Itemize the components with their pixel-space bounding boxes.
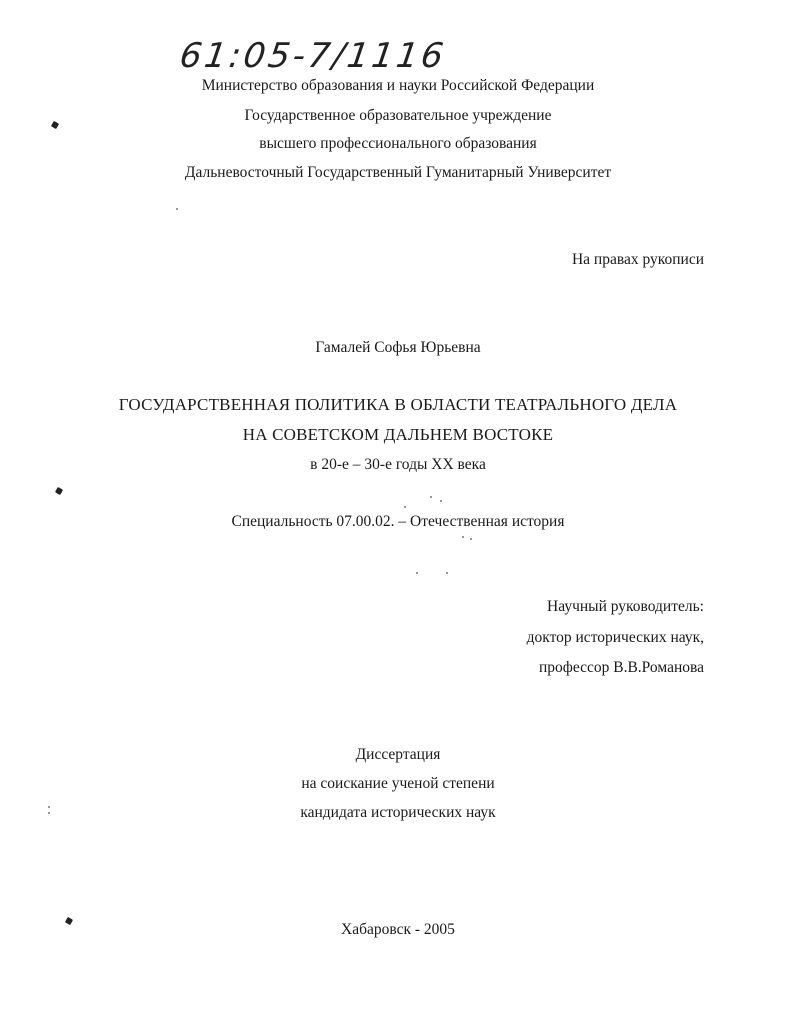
author-name: Гамалей Софья Юрьевна — [315, 339, 481, 356]
scan-speck — [416, 572, 418, 574]
ministry-line: Министерство образования и науки Российской Федерации — [201, 77, 595, 94]
dissertation-line-3: кандидата исторических наук — [300, 804, 496, 821]
scan-speck — [470, 538, 472, 540]
scan-speck — [48, 812, 50, 814]
scan-speck — [430, 496, 432, 498]
supervisor-name: профессор В.В.Романова — [539, 659, 704, 676]
city-year: Хабаровск - 2005 — [341, 921, 455, 938]
university-line: Дальневосточный Государственный Гуманитарный Университет — [184, 164, 612, 181]
scan-speck — [404, 506, 406, 508]
scan-speck — [176, 208, 178, 210]
handwritten-catalog-code: 61:05-7/1116 — [177, 36, 449, 76]
supervisor-label: Научный руководитель: — [547, 598, 704, 615]
scan-speck — [446, 572, 448, 574]
scan-mark — [55, 487, 63, 495]
scan-speck — [440, 500, 442, 502]
supervisor-degree: доктор исторических наук, — [526, 629, 704, 646]
title-line-1: ГОСУДАРСТВЕННАЯ ПОЛИТИКА В ОБЛАСТИ ТЕАТРАЛЬНОГО ДЕЛА — [118, 395, 678, 414]
dissertation-line-1: Диссертация — [355, 746, 441, 763]
scan-speck — [48, 806, 50, 808]
specialty-line: Специальность 07.00.02. – Отечественная история — [231, 513, 565, 530]
institution-type-line: Государственное образовательное учреждение — [244, 107, 552, 124]
title-line-3: в 20-е – 30-е годы XX века — [310, 456, 486, 473]
education-level-line: высшего профессионального образования — [259, 135, 537, 152]
scan-speck — [462, 536, 464, 538]
dissertation-line-2: на соискание ученой степени — [301, 775, 495, 792]
manuscript-note: На правах рукописи — [571, 251, 704, 268]
title-line-2: НА СОВЕТСКОМ ДАЛЬНЕМ ВОСТОКЕ — [242, 425, 554, 444]
